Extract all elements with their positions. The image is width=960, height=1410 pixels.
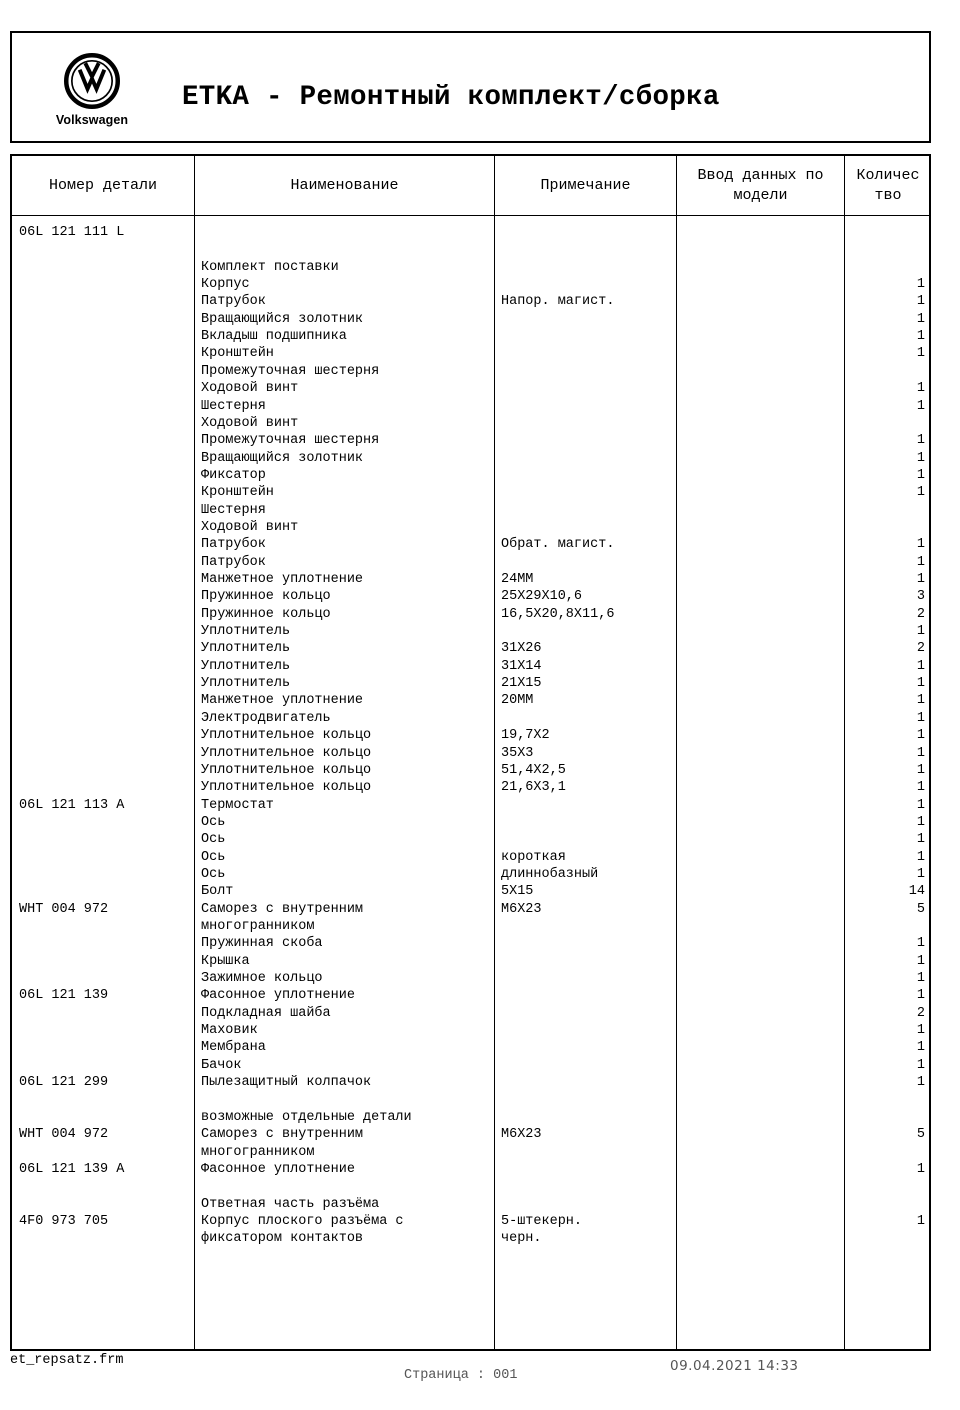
quantity-cell: 1 <box>916 277 925 293</box>
table-row <box>12 224 929 241</box>
part-name-cell: возможные отдельные детали <box>201 1109 412 1125</box>
part-name-cell: Фасонное уплотнение <box>201 988 355 1004</box>
table-row <box>12 901 929 918</box>
quantity-cell: 1 <box>916 658 925 674</box>
document-header <box>10 31 931 143</box>
note-cell: длиннобазный <box>501 866 599 882</box>
part-name-cell: Уплотнительное кольцо <box>201 762 372 778</box>
part-name-cell: Болт <box>201 884 234 900</box>
form-filename: et_repsatz.frm <box>10 1353 124 1368</box>
table-row <box>12 259 929 276</box>
table-row <box>12 640 929 657</box>
table-row <box>12 675 929 692</box>
part-name-cell: Пылезащитный колпачок <box>201 1075 372 1091</box>
table-row <box>12 1161 929 1178</box>
quantity-cell: 1 <box>916 311 925 327</box>
part-number-cell: WHT 004 972 <box>19 1127 109 1143</box>
table-row <box>12 745 929 762</box>
quantity-cell: 1 <box>916 433 925 449</box>
table-row <box>12 1005 929 1022</box>
note-cell: 31X14 <box>501 658 542 674</box>
part-name-cell: Корпус плоского разъёма с <box>201 1213 404 1229</box>
part-number-cell: 06L 121 113 A <box>19 797 125 813</box>
quantity-cell: 3 <box>916 589 925 605</box>
column-header-note: Примечание <box>540 176 631 194</box>
quantity-cell: 1 <box>916 467 925 483</box>
part-name-cell: Термостат <box>201 797 274 813</box>
table-row <box>12 797 929 814</box>
table-row <box>12 606 929 623</box>
part-name-cell: Вращающийся золотник <box>201 311 364 327</box>
part-name-cell: Фиксатор <box>201 467 266 483</box>
part-number-cell: 4F0 973 705 <box>19 1213 109 1229</box>
part-name-cell: Уплотнитель <box>201 624 291 640</box>
table-body <box>12 156 929 1349</box>
table-row <box>12 658 929 675</box>
table-row <box>12 554 929 571</box>
part-name-cell: Уплотнительное кольцо <box>201 728 372 744</box>
note-cell: 19,7X2 <box>501 728 550 744</box>
quantity-cell: 1 <box>916 294 925 310</box>
part-name-cell: Ходовой винт <box>201 381 299 397</box>
table-row <box>12 623 929 640</box>
volkswagen-logo <box>52 53 132 127</box>
part-number-cell: 06L 121 139 A <box>19 1161 125 1177</box>
part-name-cell: Крышка <box>201 953 250 969</box>
part-name-cell: Уплотнительное кольцо <box>201 745 372 761</box>
part-name-cell: Фасонное уплотнение <box>201 1161 355 1177</box>
part-name-cell: Патрубок <box>201 537 266 553</box>
part-name-cell: многогранником <box>201 1144 315 1160</box>
note-cell: короткая <box>501 849 566 865</box>
part-name-cell: Кронштейн <box>201 485 274 501</box>
part-name-cell: Ходовой винт <box>201 415 299 431</box>
quantity-cell: 1 <box>916 1161 925 1177</box>
part-name-cell: Электродвигатель <box>201 710 331 726</box>
table-row <box>12 588 929 605</box>
table-row <box>12 1178 929 1195</box>
note-cell: 21,6X3,1 <box>501 780 566 796</box>
table-row <box>12 363 929 380</box>
note-cell: 51,4X2,5 <box>501 762 566 778</box>
part-number-cell: 06L 121 299 <box>19 1075 109 1091</box>
table-row <box>12 883 929 900</box>
part-name-cell: Патрубок <box>201 294 266 310</box>
part-name-cell: фиксатором контактов <box>201 1231 364 1247</box>
note-cell: 35X3 <box>501 745 534 761</box>
table-row <box>12 1057 929 1074</box>
note-cell: 21X15 <box>501 676 542 692</box>
quantity-cell: 1 <box>916 745 925 761</box>
quantity-cell: 1 <box>916 762 925 778</box>
table-row <box>12 953 929 970</box>
note-cell: Напор. магист. <box>501 294 615 310</box>
quantity-cell: 1 <box>916 693 925 709</box>
quantity-cell: 5 <box>916 1127 925 1143</box>
table-row <box>12 692 929 709</box>
table-row <box>12 241 929 258</box>
part-number-cell: WHT 004 972 <box>19 901 109 917</box>
table-row <box>12 1144 929 1161</box>
quantity-cell: 1 <box>916 381 925 397</box>
part-name-cell: Шестерня <box>201 398 266 414</box>
part-name-cell: Уплотнитель <box>201 658 291 674</box>
table-row <box>12 311 929 328</box>
table-row <box>12 831 929 848</box>
table-row <box>12 1109 929 1126</box>
part-name-cell: Ходовой винт <box>201 519 299 535</box>
note-cell: 20ММ <box>501 693 534 709</box>
column-header-model-input: Ввод данных по модели <box>697 166 824 204</box>
part-number-cell: 06L 121 139 <box>19 988 109 1004</box>
quantity-cell: 1 <box>916 676 925 692</box>
note-cell: M6X23 <box>501 901 542 917</box>
column-header-name: Наименование <box>290 176 399 194</box>
column-header-part-number: Номер детали <box>48 176 158 194</box>
part-name-cell: Вкладыш подшипника <box>201 329 347 345</box>
table-row <box>12 467 929 484</box>
table-row <box>12 345 929 362</box>
table-row <box>12 935 929 952</box>
part-name-cell: Ось <box>201 849 226 865</box>
table-row <box>12 450 929 467</box>
quantity-cell: 1 <box>916 936 925 952</box>
quantity-cell: 1 <box>916 624 925 640</box>
table-row <box>12 502 929 519</box>
table-row <box>12 918 929 935</box>
part-name-cell: Мембрана <box>201 1040 266 1056</box>
quantity-cell: 1 <box>916 329 925 345</box>
quantity-cell: 2 <box>916 1005 925 1021</box>
table-row <box>12 380 929 397</box>
part-name-cell: Манжетное уплотнение <box>201 693 364 709</box>
part-name-cell: Ось <box>201 814 226 830</box>
part-name-cell: Маховик <box>201 1023 258 1039</box>
part-name-cell: Комплект поставки <box>201 259 339 275</box>
page-title: ETKA - Ремонтный комплект/сборка <box>182 82 720 113</box>
page-number: Страница : 001 <box>404 1368 518 1383</box>
part-name-cell: Уплотнитель <box>201 641 291 657</box>
part-name-cell: Подкладная шайба <box>201 1005 331 1021</box>
table-row <box>12 1074 929 1091</box>
note-cell: черн. <box>501 1231 542 1247</box>
note-cell: 25X29X10,6 <box>501 589 583 605</box>
part-name-cell: Вращающийся золотник <box>201 450 364 466</box>
part-name-cell: Пружинное кольцо <box>201 606 331 622</box>
quantity-cell: 1 <box>916 572 925 587</box>
part-name-cell: Кронштейн <box>201 346 274 362</box>
part-name-cell: Ответная часть разъёма <box>201 1196 380 1212</box>
quantity-cell: 2 <box>916 641 925 657</box>
column-header-quantity: Количес тво <box>856 166 920 204</box>
note-cell: 5X15 <box>501 884 534 900</box>
table-row <box>12 970 929 987</box>
table-row <box>12 987 929 1004</box>
quantity-cell: 1 <box>916 728 925 744</box>
part-name-cell: Уплотнительное кольцо <box>201 780 372 796</box>
quantity-cell: 1 <box>916 866 925 882</box>
quantity-cell: 1 <box>916 797 925 813</box>
part-name-cell: Уплотнитель <box>201 676 291 692</box>
table-row <box>12 1092 929 1109</box>
quantity-cell: 1 <box>916 953 925 969</box>
part-name-cell: Бачок <box>201 1057 242 1073</box>
table-row <box>12 779 929 796</box>
quantity-cell: 1 <box>916 780 925 796</box>
quantity-cell: 1 <box>916 1213 925 1229</box>
table-row <box>12 1213 929 1230</box>
quantity-cell: 1 <box>916 1075 925 1091</box>
table-row <box>12 1039 929 1056</box>
note-cell: 5-штекерн. <box>501 1213 583 1229</box>
table-row <box>12 328 929 345</box>
table-row <box>12 1230 929 1247</box>
part-number-cell: 06L 121 111 L <box>19 225 125 240</box>
table-row <box>12 536 929 553</box>
table-row <box>12 727 929 744</box>
part-name-cell: Саморез с внутренним <box>201 1127 364 1143</box>
note-cell: 16,5X20,8X11,6 <box>501 606 615 622</box>
table-row <box>12 1126 929 1143</box>
quantity-cell: 1 <box>916 849 925 865</box>
part-name-cell: Пружинная скоба <box>201 936 323 952</box>
part-name-cell: Промежуточная шестерня <box>201 363 380 379</box>
quantity-cell: 1 <box>916 485 925 501</box>
quantity-cell: 1 <box>916 1023 925 1039</box>
part-name-cell: Саморез с внутренним <box>201 901 364 917</box>
part-name-cell: Ось <box>201 832 226 848</box>
quantity-cell: 1 <box>916 832 925 848</box>
quantity-cell: 5 <box>916 901 925 917</box>
table-row <box>12 1196 929 1213</box>
part-name-cell: Зажимное кольцо <box>201 971 323 987</box>
table-row <box>12 762 929 779</box>
quantity-cell: 1 <box>916 1040 925 1056</box>
quantity-cell: 1 <box>916 398 925 414</box>
note-cell: 31X26 <box>501 641 542 657</box>
part-name-cell: Патрубок <box>201 554 266 570</box>
table-row <box>12 710 929 727</box>
table-row <box>12 1022 929 1039</box>
note-cell: Обрат. магист. <box>501 537 615 553</box>
part-name-cell: многогранником <box>201 919 315 934</box>
quantity-cell: 1 <box>916 554 925 570</box>
quantity-cell: 1 <box>916 346 925 362</box>
parts-table <box>10 154 931 1351</box>
vw-emblem-icon <box>64 53 120 109</box>
table-row <box>12 866 929 883</box>
part-name-cell: Манжетное уплотнение <box>201 572 364 587</box>
quantity-cell: 1 <box>916 710 925 726</box>
quantity-cell: 14 <box>908 884 925 900</box>
part-name-cell: Шестерня <box>201 502 266 518</box>
table-row <box>12 849 929 866</box>
quantity-cell: 1 <box>916 971 925 987</box>
part-name-cell: Ось <box>201 866 226 882</box>
table-row <box>12 571 929 588</box>
table-row <box>12 519 929 536</box>
quantity-cell: 1 <box>916 814 925 830</box>
table-row <box>12 293 929 310</box>
quantity-cell: 2 <box>916 606 925 622</box>
table-row <box>12 276 929 293</box>
note-cell: 24ММ <box>501 572 534 587</box>
table-row <box>12 432 929 449</box>
quantity-cell: 1 <box>916 537 925 553</box>
part-name-cell: Корпус <box>201 277 250 293</box>
brand-name: Volkswagen <box>55 113 129 127</box>
table-row <box>12 814 929 831</box>
print-datetime: 09.04.2021 14:33 <box>670 1358 799 1374</box>
quantity-cell: 1 <box>916 988 925 1004</box>
table-row <box>12 415 929 432</box>
part-name-cell: Пружинное кольцо <box>201 589 331 605</box>
table-row <box>12 398 929 415</box>
part-name-cell: Промежуточная шестерня <box>201 433 380 449</box>
table-row <box>12 484 929 501</box>
quantity-cell: 1 <box>916 1057 925 1073</box>
quantity-cell: 1 <box>916 450 925 466</box>
note-cell: M6X23 <box>501 1127 542 1143</box>
